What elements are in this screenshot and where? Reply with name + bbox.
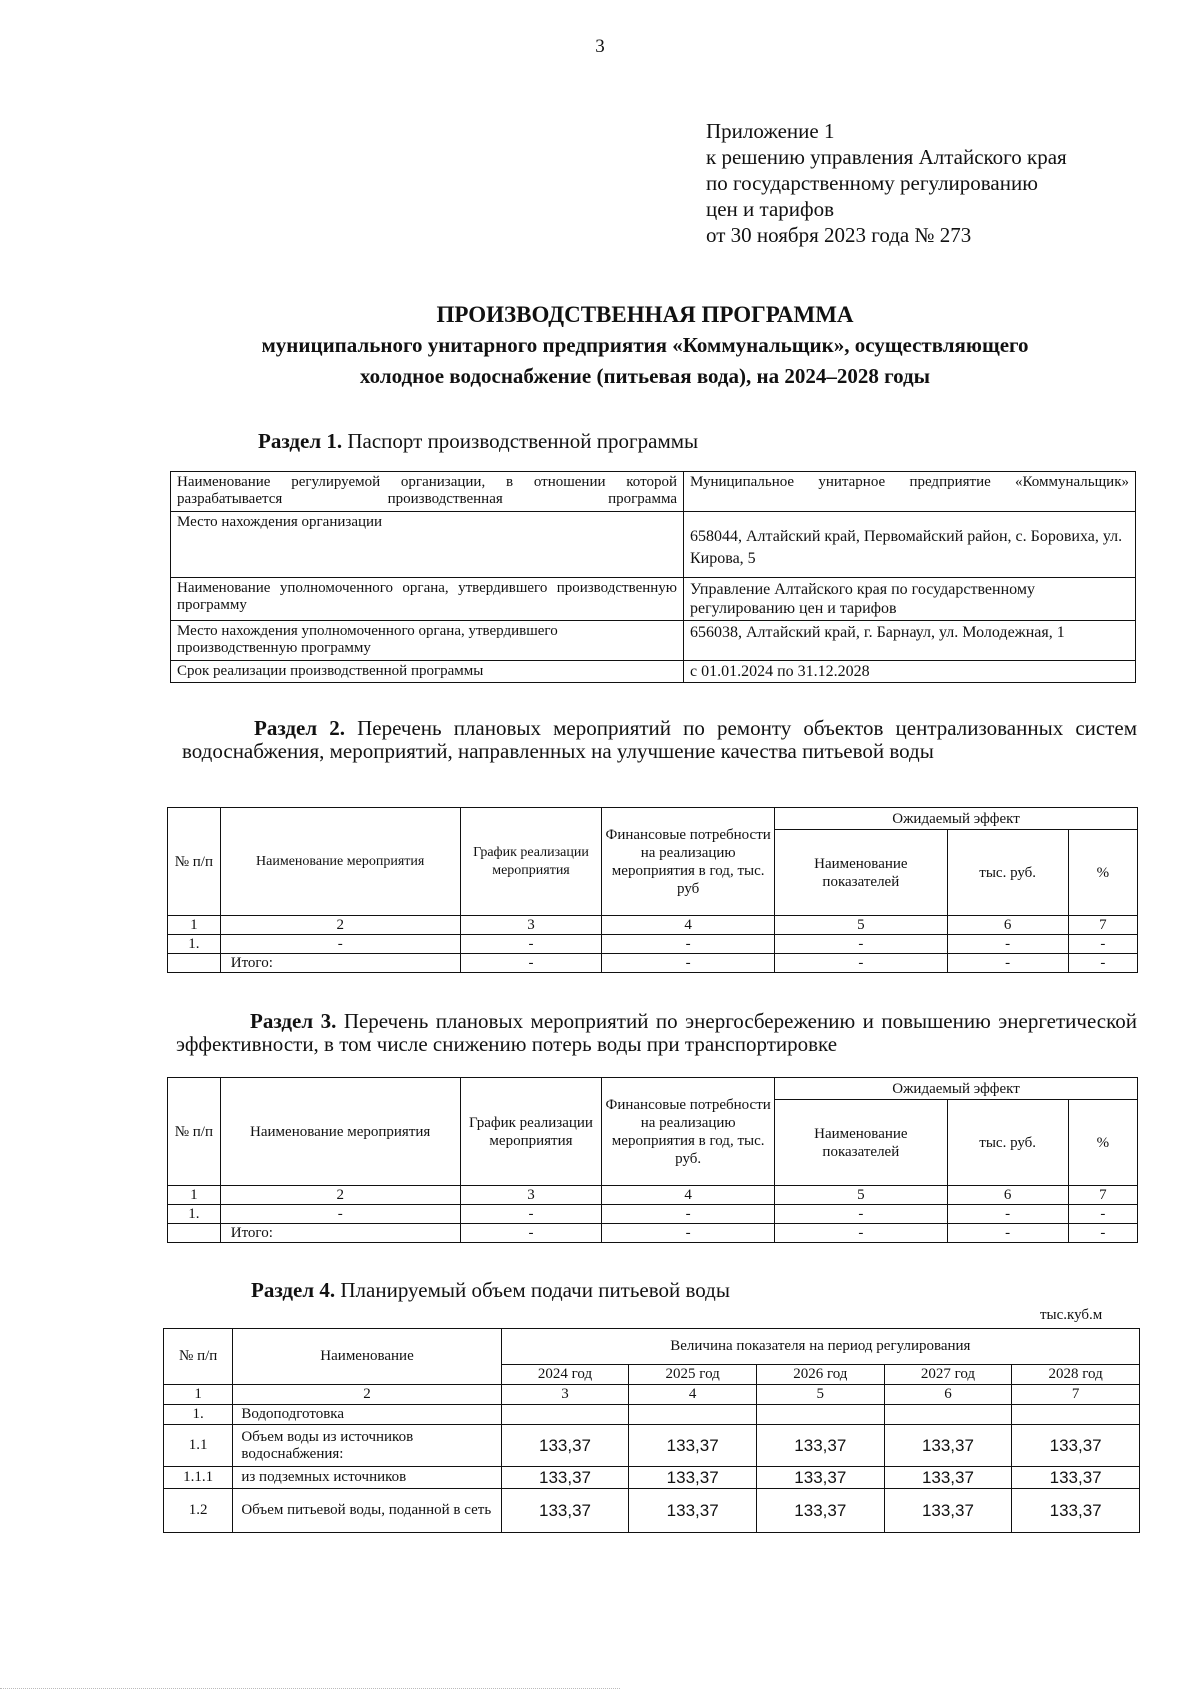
section-1-text: Паспорт производственной программы xyxy=(342,429,699,453)
total-label: Итого: xyxy=(220,1224,460,1243)
passport-value: 656038, Алтайский край, г. Барнаул, ул. Молодежная, 1 xyxy=(684,621,1136,661)
row-value: 133,37 xyxy=(501,1489,629,1533)
passport-value: с 01.01.2024 по 31.12.2028 xyxy=(684,661,1136,683)
table-cell: - xyxy=(602,1224,775,1243)
col-number: 5 xyxy=(775,916,948,935)
section-4-heading xyxy=(251,1279,730,1302)
table-row xyxy=(168,954,1138,973)
passport-name: Место нахождения организации xyxy=(171,512,684,578)
section-3-label: Раздел 3. xyxy=(250,1009,337,1033)
col-number: 6 xyxy=(884,1385,1012,1405)
row-value: 133,37 xyxy=(756,1425,884,1467)
row-value: 133,37 xyxy=(756,1489,884,1533)
appendix-line: Приложение 1 xyxy=(706,119,835,143)
col-number: 1 xyxy=(164,1385,233,1405)
table-row xyxy=(168,1224,1138,1243)
col-number: 2 xyxy=(220,916,460,935)
table-cell: - xyxy=(775,1224,948,1243)
table-row xyxy=(164,1425,1140,1467)
header-year: 2025 год xyxy=(629,1365,757,1385)
row-value: 133,37 xyxy=(756,1467,884,1489)
table-row xyxy=(164,1385,1140,1405)
table-cell: - xyxy=(775,1205,948,1224)
header-name: Наименование мероприятия xyxy=(220,808,460,916)
row-value xyxy=(501,1405,629,1425)
header-indicator: Наименование показателей xyxy=(775,1100,948,1186)
section-4-text: Планируемый объем подачи питьевой воды xyxy=(335,1278,730,1302)
passport-value: Муниципальное унитарное предприятие «Коммунальщик» xyxy=(684,472,1136,512)
table-cell: - xyxy=(460,954,602,973)
table-cell: - xyxy=(220,935,460,954)
table-cell: - xyxy=(775,935,948,954)
table-cell: - xyxy=(460,1224,602,1243)
water-volume-table xyxy=(163,1328,1140,1533)
table-row xyxy=(168,1205,1138,1224)
table-cell: - xyxy=(1068,935,1137,954)
document-title xyxy=(160,300,1130,392)
table-cell: - xyxy=(947,1224,1068,1243)
header-name: Наименование мероприятия xyxy=(220,1078,460,1186)
col-number: 5 xyxy=(775,1186,948,1205)
row-value xyxy=(756,1405,884,1425)
passport-table xyxy=(170,471,1136,683)
row-value: 133,37 xyxy=(1012,1425,1140,1467)
col-number: 4 xyxy=(629,1385,757,1405)
table-cell: - xyxy=(460,935,602,954)
passport-name: Место нахождения уполномоченного органа, утвердившего производственную программу xyxy=(171,621,684,661)
row-num: 1. xyxy=(164,1405,233,1425)
header-percent: % xyxy=(1068,1100,1137,1186)
col-number: 6 xyxy=(947,916,1068,935)
row-name: Объем воды из источников водоснабжения: xyxy=(233,1425,501,1467)
col-number: 2 xyxy=(233,1385,501,1405)
table-row xyxy=(164,1329,1140,1365)
col-number: 7 xyxy=(1068,916,1137,935)
row-value: 133,37 xyxy=(884,1467,1012,1489)
table-row xyxy=(171,578,1136,621)
table-cell: - xyxy=(602,935,775,954)
unit-label: тыс.куб.м xyxy=(1040,1307,1103,1323)
table-row xyxy=(168,808,1138,830)
passport-name: Наименование регулируемой организации, в отношении которой разрабатывается производственная программа xyxy=(171,472,684,512)
header-thousand: тыс. руб. xyxy=(947,830,1068,916)
section-2-label: Раздел 2. xyxy=(254,716,345,740)
header-finance: Финансовые потребности на реализацию мероприятия в год, тыс. руб xyxy=(602,808,775,916)
header-percent: % xyxy=(1068,830,1137,916)
table-cell: - xyxy=(947,954,1068,973)
col-number: 3 xyxy=(460,1186,602,1205)
appendix-line: цен и тарифов xyxy=(706,197,835,221)
row-num: 1.2 xyxy=(164,1489,233,1533)
passport-name: Срок реализации производственной программы xyxy=(171,661,684,683)
appendix-line: по государственному регулированию xyxy=(706,171,1038,195)
header-year: 2028 год xyxy=(1012,1365,1140,1385)
header-schedule: График реализации мероприятия xyxy=(460,1078,602,1186)
table-row xyxy=(164,1405,1140,1425)
row-value xyxy=(1012,1405,1140,1425)
appendix-line: от 30 ноября 2023 года № 273 xyxy=(706,223,972,247)
table-row xyxy=(168,935,1138,954)
section-2-heading xyxy=(182,717,1137,763)
header-name: Наименование xyxy=(233,1329,501,1385)
title-line-3: холодное водоснабжение (питьевая вода), на 2024–2028 годы xyxy=(359,364,931,388)
section-3-heading xyxy=(176,1010,1137,1056)
row-value xyxy=(884,1405,1012,1425)
row-name: Объем питьевой воды, поданной в сеть xyxy=(233,1489,501,1533)
scan-artifact-line xyxy=(0,1688,620,1690)
header-num: № п/п xyxy=(164,1329,233,1385)
table-cell: - xyxy=(947,1205,1068,1224)
table-row xyxy=(168,916,1138,935)
table-cell: - xyxy=(1068,1224,1137,1243)
row-value xyxy=(629,1405,757,1425)
table-cell: - xyxy=(1068,1205,1137,1224)
appendix-line: к решению управления Алтайского края xyxy=(706,145,1067,169)
passport-value: Управление Алтайского края по государственному регулированию цен и тарифов xyxy=(684,578,1136,621)
header-num: № п/п xyxy=(168,808,221,916)
total-label: Итого: xyxy=(220,954,460,973)
table-cell xyxy=(168,954,221,973)
header-period: Величина показателя на период регулирования xyxy=(501,1329,1139,1365)
table-cell: - xyxy=(1068,954,1137,973)
row-num: 1.1.1 xyxy=(164,1467,233,1489)
table-row xyxy=(171,472,1136,512)
title-line-1: ПРОИЗВОДСТВЕННАЯ ПРОГРАММА xyxy=(436,302,854,327)
table-cell xyxy=(168,1224,221,1243)
section-3-text: Перечень плановых мероприятий по энергосбережению и повышению энергетической эффективности, в том числе снижению потерь воды при транспортировке xyxy=(176,1009,1137,1056)
table-cell: - xyxy=(775,954,948,973)
table-row xyxy=(164,1467,1140,1489)
section-1-label: Раздел 1. xyxy=(258,429,343,453)
header-effect: Ожидаемый эффект xyxy=(775,1078,1138,1100)
col-number: 1 xyxy=(168,916,221,935)
col-number: 4 xyxy=(602,916,775,935)
table-row xyxy=(171,661,1136,683)
header-effect: Ожидаемый эффект xyxy=(775,808,1138,830)
table-row xyxy=(168,1186,1138,1205)
section-1-heading xyxy=(258,430,698,453)
row-value: 133,37 xyxy=(884,1489,1012,1533)
table-cell: 1. xyxy=(168,935,221,954)
appendix-block xyxy=(706,118,1067,248)
row-value: 133,37 xyxy=(1012,1467,1140,1489)
row-value: 133,37 xyxy=(501,1425,629,1467)
col-number: 4 xyxy=(602,1186,775,1205)
header-schedule: График реализации мероприятия xyxy=(460,808,602,916)
header-year: 2027 год xyxy=(884,1365,1012,1385)
table-cell: 1. xyxy=(168,1205,221,1224)
row-value: 133,37 xyxy=(501,1467,629,1489)
header-indicator: Наименование показателей xyxy=(775,830,948,916)
table-row xyxy=(168,1078,1138,1100)
table-cell: - xyxy=(220,1205,460,1224)
table-cell: - xyxy=(947,935,1068,954)
col-number: 7 xyxy=(1012,1385,1140,1405)
row-name: из подземных источников xyxy=(233,1467,501,1489)
header-finance: Финансовые потребности на реализацию мероприятия в год, тыс. руб. xyxy=(602,1078,775,1186)
col-number: 7 xyxy=(1068,1186,1137,1205)
col-number: 3 xyxy=(460,916,602,935)
table-cell: - xyxy=(602,954,775,973)
title-line-2: муниципального унитарного предприятия «Коммунальщик», осуществляющего xyxy=(261,333,1029,357)
header-num: № п/п xyxy=(168,1078,221,1186)
table-row xyxy=(164,1489,1140,1533)
col-number: 5 xyxy=(756,1385,884,1405)
col-number: 3 xyxy=(501,1385,629,1405)
passport-value: 658044, Алтайский край, Первомайский район, с. Боровиха, ул. Кирова, 5 xyxy=(684,512,1136,578)
table-row xyxy=(171,512,1136,578)
row-name: Водоподготовка xyxy=(233,1405,501,1425)
header-year: 2026 год xyxy=(756,1365,884,1385)
table-cell: - xyxy=(602,1205,775,1224)
header-thousand: тыс. руб. xyxy=(947,1100,1068,1186)
row-value: 133,37 xyxy=(629,1467,757,1489)
table-cell: - xyxy=(460,1205,602,1224)
row-num: 1.1 xyxy=(164,1425,233,1467)
passport-name: Наименование уполномоченного органа, утвердившего производственную программу xyxy=(171,578,684,621)
section-4-label: Раздел 4. xyxy=(251,1278,336,1302)
col-number: 6 xyxy=(947,1186,1068,1205)
table-row xyxy=(171,621,1136,661)
row-value: 133,37 xyxy=(629,1425,757,1467)
repair-events-table xyxy=(167,807,1138,973)
row-value: 133,37 xyxy=(629,1489,757,1533)
row-value: 133,37 xyxy=(884,1425,1012,1467)
energy-events-table xyxy=(167,1077,1138,1243)
col-number: 2 xyxy=(220,1186,460,1205)
header-year: 2024 год xyxy=(501,1365,629,1385)
page-number: 3 xyxy=(595,36,605,57)
row-value: 133,37 xyxy=(1012,1489,1140,1533)
section-2-text: Перечень плановых мероприятий по ремонту объектов централизованных систем водоснабжения, мероприятий, направленных на улучшение качества питьевой воды xyxy=(182,716,1137,763)
col-number: 1 xyxy=(168,1186,221,1205)
